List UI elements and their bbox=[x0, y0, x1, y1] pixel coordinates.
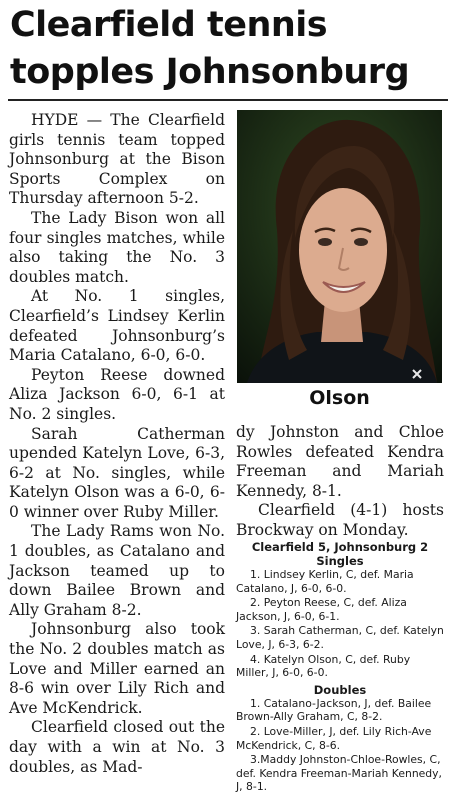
article-column-left bbox=[9, 111, 225, 777]
paragraph-8: Clearfield closed out the day with a win at No. 3 doubles, as Mad- bbox=[9, 718, 225, 776]
singles-result-3: 3. Sarah Catherman, C, def. Katelyn Love, J, 6-3, 6-2. bbox=[236, 624, 444, 651]
singles-result-2: 2. Peyton Reese, C, def. Aliza Jackson, J, 6-0, 6-1. bbox=[236, 596, 407, 623]
headline-line-2: topples Johnsonburg bbox=[10, 52, 410, 92]
paragraph-1: HYDE — The Clearfield girls tennis team topped Johnsonburg at the Bison Sports Complex on Thursday afternoon 5-2. bbox=[9, 111, 225, 208]
paragraph-3: At No. 1 singles, Clearfield’s Lindsey Kerlin defeated Johnsonburg’s Maria Catalano, 6-0, 6-0. bbox=[9, 287, 225, 365]
headline-rule bbox=[8, 99, 448, 101]
paragraph-2: The Lady Bison won all four singles matches, while also taking the No. 3 doubles match. bbox=[9, 208, 225, 286]
right-eye bbox=[354, 238, 368, 246]
paragraph-6: The Lady Rams won No. 1 doubles, as Catalano and Jackson teamed up to down Bailee Brown and Ally Graham 8-2. bbox=[9, 522, 225, 619]
doubles-heading: Doubles bbox=[313, 682, 367, 697]
portrait-image bbox=[237, 110, 442, 383]
results-title: Clearfield 5, Johnsonburg 2 bbox=[251, 540, 429, 554]
headline-line-1: Clearfield tennis bbox=[10, 5, 328, 45]
headline bbox=[10, 2, 448, 96]
doubles-result-3: 3.Maddy Johnston-Chloe-Rowles, C, def. Kendra Freeman-Mariah Kennedy, J, 8-1. bbox=[236, 753, 442, 794]
paragraph-4: Peyton Reese downed Aliza Jackson 6-0, 6-1 at No. 2 singles. bbox=[9, 365, 225, 423]
paragraph-5: Sarah Catherman upended Katelyn Love, 6-3, 6-2 at No. singles, while Katelyn Olson was a 6-0, 6-0 winner over Ruby Miller. bbox=[9, 424, 225, 521]
photo-caption: Olson bbox=[309, 387, 370, 409]
singles-result-4: 4. Katelyn Olson, C, def. Ruby Miller, J, 6-0, 6-0. bbox=[236, 652, 411, 680]
singles-result-1: 1. Lindsey Kerlin, C, def. Maria Catalano, J, 6-0, 6-0. bbox=[236, 568, 414, 595]
doubles-result-1: 1. Catalano-Jackson, J, def. Bailee Brown-Ally Graham, C, 8-2. bbox=[236, 696, 432, 724]
player-photo bbox=[237, 110, 442, 383]
results-box bbox=[236, 540, 444, 795]
paragraph-last: Clearfield (4-1) hosts Brockway on Monday. bbox=[236, 501, 444, 539]
paragraph-continued: dy Johnston and Chloe Rowles defeated Kendra Freeman and Mariah Kennedy, 8-1. bbox=[236, 423, 444, 500]
article-column-right bbox=[236, 423, 444, 541]
doubles-result-2: 2. Love-Miller, J, def. Lily Rich-Ave McKendrick, C, 8-6. bbox=[236, 724, 432, 752]
left-eye bbox=[318, 238, 332, 246]
singles-heading: Singles bbox=[316, 554, 364, 568]
paragraph-7: Johnsonburg also took the No. 2 doubles match as Love and Miller earned an 8-6 win over Lily Rich and Ave McKendrick. bbox=[9, 620, 225, 717]
